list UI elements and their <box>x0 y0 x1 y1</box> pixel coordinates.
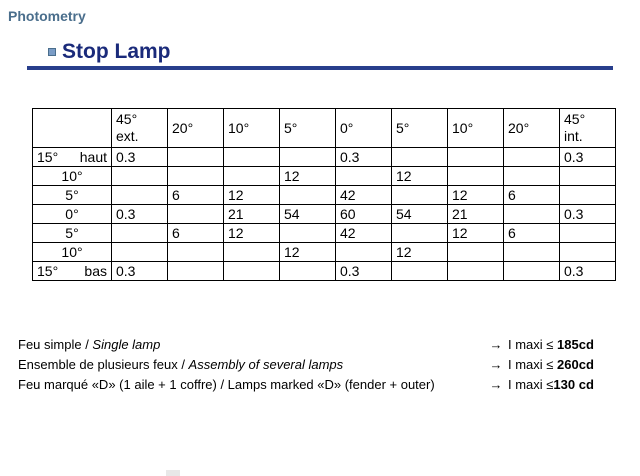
row-label <box>33 224 112 243</box>
table-cell <box>224 262 280 281</box>
row-position: haut <box>79 149 107 165</box>
header-cell: 20° <box>168 109 224 148</box>
row-angle: 0° <box>65 206 79 222</box>
header-cell: 10° <box>224 109 280 148</box>
footer-mark <box>166 470 180 476</box>
table-cell <box>448 262 504 281</box>
table-row <box>33 224 616 243</box>
row-angle: 10° <box>61 168 83 184</box>
note-description <box>18 357 486 372</box>
limit-label: I maxi ≤ <box>508 376 554 392</box>
arrow-right-icon: → <box>489 356 503 372</box>
table-cell <box>560 167 616 186</box>
row-label <box>33 243 112 262</box>
table-cell: 0.3 <box>560 205 616 224</box>
limit-label: I maxi ≤ <box>508 356 558 372</box>
table-header-row <box>33 109 616 148</box>
row-label <box>33 186 112 205</box>
table-cell <box>504 205 560 224</box>
table-cell: 0.3 <box>336 262 392 281</box>
table-cell: 0.3 <box>112 205 168 224</box>
table-cell <box>224 167 280 186</box>
table-cell <box>448 148 504 167</box>
table-cell: 6 <box>168 224 224 243</box>
header-cell: 5° <box>280 109 336 148</box>
table-row <box>33 148 616 167</box>
slide-title <box>48 40 171 64</box>
table-cell: 12 <box>224 186 280 205</box>
table-cell: 0.3 <box>112 262 168 281</box>
table-row <box>33 186 616 205</box>
table-cell <box>392 262 448 281</box>
note-limit <box>506 377 594 392</box>
table-cell: 12 <box>280 167 336 186</box>
row-label <box>33 205 112 224</box>
note-line <box>18 334 618 354</box>
table-cell <box>280 224 336 243</box>
table-cell <box>280 186 336 205</box>
table-cell: 12 <box>448 224 504 243</box>
section-title: Photometry <box>8 8 86 24</box>
limit-label: I maxi ≤ <box>508 336 558 352</box>
table-cell: 0.3 <box>112 148 168 167</box>
table-cell: 54 <box>280 205 336 224</box>
table-cell <box>112 224 168 243</box>
row-label <box>33 262 112 281</box>
table-cell <box>280 262 336 281</box>
note-text-english: Assembly of several lamps <box>188 356 344 372</box>
note-text-english: Single lamp <box>92 336 161 352</box>
table-cell: 54 <box>392 205 448 224</box>
row-angle: 15° <box>37 263 59 279</box>
table-cell <box>336 243 392 262</box>
row-label <box>33 167 112 186</box>
header-cell: 45° int. <box>560 109 616 148</box>
note-limit <box>506 337 594 352</box>
table-cell <box>168 167 224 186</box>
table-cell <box>168 262 224 281</box>
table-cell <box>112 167 168 186</box>
limit-value: 260cd <box>557 356 594 372</box>
arrow-right-icon: → <box>489 336 503 352</box>
note-line <box>18 354 618 374</box>
table-cell <box>504 167 560 186</box>
table-row <box>33 262 616 281</box>
row-angle: 15° <box>37 149 59 165</box>
header-cell: 45° ext. <box>112 109 168 148</box>
table-cell <box>112 243 168 262</box>
table-cell <box>448 243 504 262</box>
table-cell: 0.3 <box>560 148 616 167</box>
table-cell <box>504 243 560 262</box>
photometry-table <box>32 108 616 281</box>
table-row <box>33 243 616 262</box>
table-cell <box>224 243 280 262</box>
note-line <box>18 374 618 394</box>
table-cell: 12 <box>448 186 504 205</box>
limit-value: 185cd <box>557 336 594 352</box>
table-cell <box>392 186 448 205</box>
note-text: Feu simple / <box>18 336 93 352</box>
note-text: Ensemble de plusieurs feux / <box>18 356 189 372</box>
table-cell <box>168 148 224 167</box>
table-cell: 6 <box>504 186 560 205</box>
note-description <box>18 337 486 352</box>
row-label <box>33 148 112 167</box>
row-angle: 5° <box>65 225 79 241</box>
table-cell: 6 <box>168 186 224 205</box>
header-cell: 5° <box>392 109 448 148</box>
table-cell <box>112 186 168 205</box>
arrow-right-icon: → <box>489 376 503 392</box>
note-limit <box>506 357 594 372</box>
table-cell <box>168 205 224 224</box>
table-cell: 6 <box>504 224 560 243</box>
table-cell: 21 <box>448 205 504 224</box>
slide-title-text: Stop Lamp <box>62 40 171 63</box>
table-cell <box>560 243 616 262</box>
table-cell: 12 <box>392 243 448 262</box>
table-cell: 12 <box>224 224 280 243</box>
table-row <box>33 205 616 224</box>
table-cell <box>168 243 224 262</box>
table-cell: 0.3 <box>336 148 392 167</box>
limit-value: 130 cd <box>553 376 594 392</box>
table-cell <box>560 186 616 205</box>
header-cell: 0° <box>336 109 392 148</box>
table-cell: 42 <box>336 224 392 243</box>
table-cell: 60 <box>336 205 392 224</box>
row-position: bas <box>84 263 107 279</box>
table-cell <box>504 148 560 167</box>
table-cell: 0.3 <box>560 262 616 281</box>
table-cell <box>560 224 616 243</box>
table-cell <box>224 148 280 167</box>
note-description <box>18 377 486 392</box>
table-cell: 21 <box>224 205 280 224</box>
note-text: Feu marqué «D» (1 aile + 1 coffre) / Lamps marked «D» (fender + outer) <box>18 376 435 392</box>
table-cell <box>280 148 336 167</box>
table-cell <box>448 167 504 186</box>
table-cell: 42 <box>336 186 392 205</box>
table-cell <box>392 148 448 167</box>
header-cell: 20° <box>504 109 560 148</box>
notes <box>18 334 618 394</box>
title-underline <box>27 66 613 70</box>
header-corner <box>33 109 112 148</box>
table-cell <box>336 167 392 186</box>
square-bullet-icon <box>48 48 56 56</box>
table-row <box>33 167 616 186</box>
table-cell: 12 <box>392 167 448 186</box>
table-cell <box>504 262 560 281</box>
row-angle: 10° <box>61 244 83 260</box>
table-cell <box>392 224 448 243</box>
table-cell: 12 <box>280 243 336 262</box>
row-angle: 5° <box>65 187 79 203</box>
header-cell: 10° <box>448 109 504 148</box>
